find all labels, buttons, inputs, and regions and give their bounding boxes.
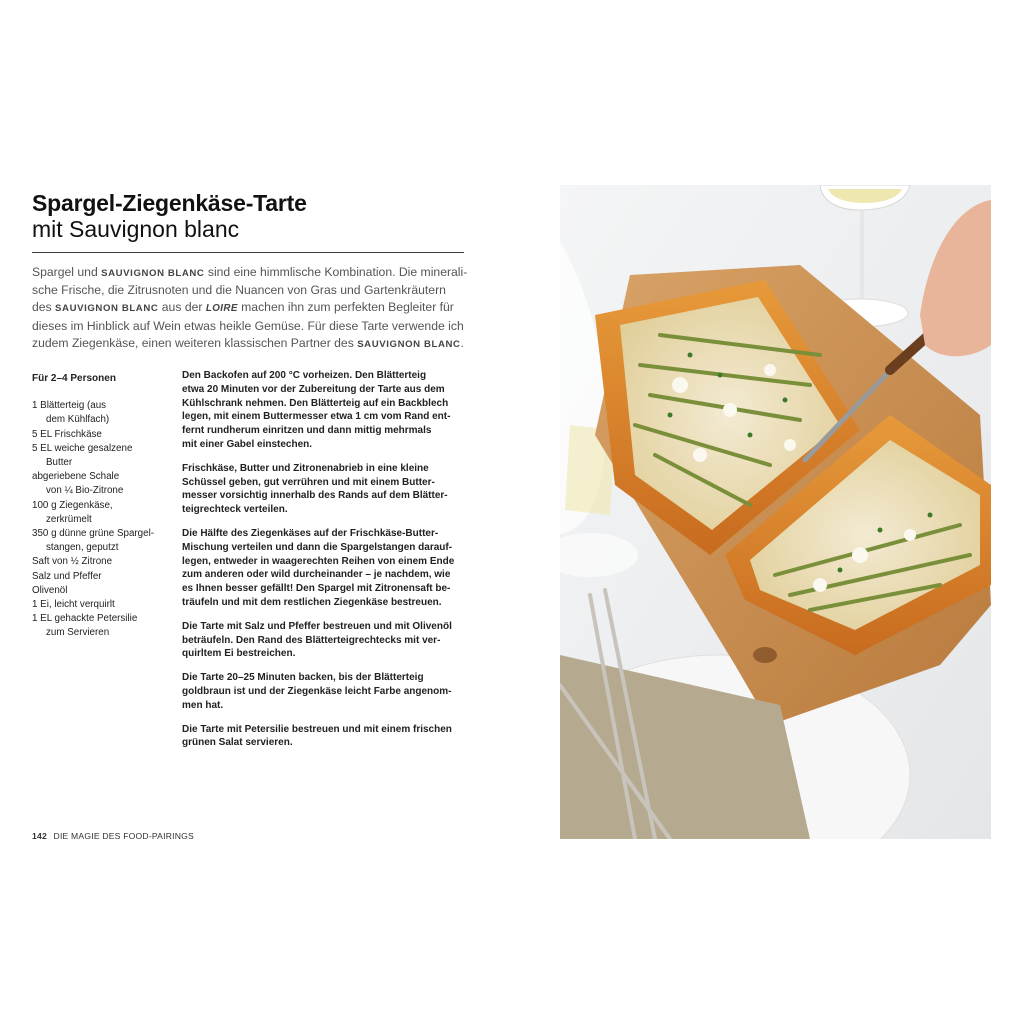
running-title: DIE MAGIE DES FOOD-PAIRINGS — [53, 831, 194, 841]
method-steps — [182, 369, 472, 760]
intro-paragraph — [32, 264, 472, 353]
ingredient-item: 350 g dünne grüne Spargel- stangen, geputzt — [32, 528, 155, 554]
title-divider — [32, 252, 464, 253]
ingredient-item: Olivenöl — [32, 584, 68, 596]
page-footer — [32, 831, 194, 841]
intro-line: des SAUVIGNON BLANC aus der LOIRE machen ihn zum perfekten Begleiter für — [32, 300, 454, 315]
method-step: Frischkäse, Butter und Zitronenabrieb in eine kleine Schüssel geben, gut verrühren und mit einem Butter- messer vorsichtig innerhalb des Rands auf dem Blätter- teigrechteck verteilen. — [182, 462, 448, 516]
intro-line: dieses im Hinblick auf Wein etwas heikle Gemüse. Für diese Tarte verwende ich — [32, 318, 464, 333]
ingredient-item: 1 EL gehackte Petersilie zum Servieren — [32, 613, 138, 639]
servings-heading: Für 2–4 Personen — [32, 373, 116, 384]
method-step: Die Tarte mit Petersilie bestreuen und mit einem frischen grünen Salat servieren. — [182, 723, 452, 749]
ingredient-item: Saft von ½ Zitrone — [32, 556, 113, 568]
ingredient-item: abgeriebene Schale von ¼ Bio-Zitrone — [32, 471, 124, 497]
ingredient-item: 100 g Ziegenkäse, zerkrümelt — [32, 499, 113, 525]
method-step: Die Tarte 20–25 Minuten backen, bis der Blätterteig goldbraun ist und der Ziegenkäse leicht Farbe angenom- men hat. — [182, 672, 452, 711]
intro-line: Spargel und SAUVIGNON BLANC sind eine himmlische Kombination. Die minerali- — [32, 265, 468, 279]
method-step: Die Tarte mit Salz und Pfeffer bestreuen und mit Olivenöl beträufeln. Den Rand des Blätterteigrechtecks mit ver- quirltem Ei bestreichen. — [182, 620, 452, 660]
recipe-subtitle: mit Sauvignon blanc — [32, 216, 240, 242]
page-number: 142 — [32, 831, 47, 841]
ingredient-item: 5 EL weiche gesalzene Butter — [32, 442, 133, 469]
recipe-title: Spargel-Ziegenkäse-Tarte — [32, 190, 307, 216]
ingredient-item: 1 Ei, leicht verquirlt — [32, 599, 115, 611]
tart-photo — [560, 185, 991, 839]
ingredient-item: Salz und Pfeffer — [32, 570, 102, 582]
intro-line: zudem Ziegenkäse, einen weiteren klassischen Partner des SAUVIGNON BLANC. — [32, 335, 464, 350]
method-step: Den Backofen auf 200 °C vorheizen. Den Blätterteig etwa 20 Minuten vor der Zubereitung der Tarte aus dem Kühlschrank nehmen. Den Blätterteig auf ein Backblech legen, mit einem Buttermesser etwa 1 cm vom Rand ent- fernt rundherum einritzen und dann mittig mehrmals mit einer Gabel einstechen. — [182, 370, 451, 450]
ingredient-item: 5 EL Frischkäse — [32, 428, 102, 440]
ingredient-item: 1 Blätterteig (aus dem Kühlfach) — [32, 400, 110, 426]
method-step: Die Hälfte des Ziegenkäses auf der Frischkäse-Butter- Mischung verteilen und dann die Spargelstangen darauf- legen, entweder in waagerechten Reihen von einem Ende zum anderen oder wild durcheinander – je nachdem, wie es Ihnen besser gefällt! Den Spargel mit Zitronensaft be- träufeln und mit dem restlichen Ziegenkäse bestreuen. — [182, 527, 455, 608]
ingredients-list — [32, 372, 172, 641]
intro-line: sche Frische, die Zitrusnoten und die Nuancen von Gras und Gartenkräutern — [32, 283, 446, 298]
